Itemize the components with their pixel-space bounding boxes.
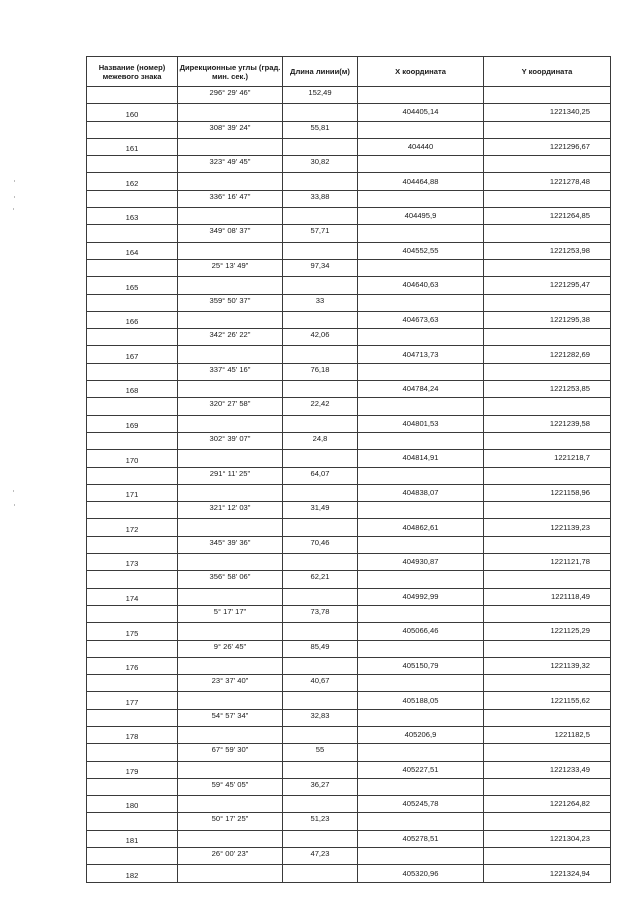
table-row — [87, 259, 611, 276]
point-name-cell — [87, 121, 178, 138]
line-length-cell: 40,67 — [283, 675, 358, 692]
direction-angle-cell — [178, 415, 283, 432]
table-row — [87, 208, 611, 225]
y-coordinate-cell: 1221253,98 — [484, 242, 611, 259]
table-row — [87, 294, 611, 311]
line-length-cell — [283, 588, 358, 605]
direction-angle-cell: 59° 45' 05" — [178, 778, 283, 795]
line-length-cell: 33,88 — [283, 190, 358, 207]
x-coordinate-cell: 405206,9 — [358, 726, 484, 743]
header-line-length: Длина линии(м) — [283, 57, 358, 87]
scan-speck — [13, 208, 14, 210]
direction-angle-cell: 320° 27' 58" — [178, 398, 283, 415]
table-row — [87, 605, 611, 622]
x-coordinate-cell — [358, 398, 484, 415]
point-name-cell — [87, 571, 178, 588]
table-row — [87, 121, 611, 138]
direction-angle-cell — [178, 450, 283, 467]
x-coordinate-cell: 405245,78 — [358, 796, 484, 813]
y-coordinate-cell — [484, 294, 611, 311]
x-coordinate-cell — [358, 813, 484, 830]
table-row — [87, 623, 611, 640]
x-coordinate-cell — [358, 190, 484, 207]
table-row — [87, 398, 611, 415]
y-coordinate-cell: 1221182,5 — [484, 726, 611, 743]
line-length-cell: 55,81 — [283, 121, 358, 138]
table-row — [87, 692, 611, 709]
line-length-cell — [283, 726, 358, 743]
x-coordinate-cell: 404814,91 — [358, 450, 484, 467]
table-row — [87, 87, 611, 104]
scan-speck — [14, 196, 15, 198]
point-name-cell: 182 — [87, 865, 178, 882]
boundary-coordinates-sheet — [86, 56, 610, 883]
direction-angle-cell — [178, 830, 283, 847]
direction-angle-cell — [178, 865, 283, 882]
x-coordinate-cell — [358, 640, 484, 657]
line-length-cell — [283, 865, 358, 882]
table-row — [87, 813, 611, 830]
point-name-cell — [87, 675, 178, 692]
table-row — [87, 329, 611, 346]
table-row — [87, 744, 611, 761]
y-coordinate-cell: 1221218,7 — [484, 450, 611, 467]
x-coordinate-cell — [358, 432, 484, 449]
point-name-cell — [87, 87, 178, 104]
y-coordinate-cell — [484, 121, 611, 138]
table-row — [87, 173, 611, 190]
x-coordinate-cell — [358, 675, 484, 692]
point-name-cell: 166 — [87, 311, 178, 328]
line-length-cell — [283, 138, 358, 155]
table-row — [87, 571, 611, 588]
scan-speck — [14, 504, 15, 506]
table-row — [87, 104, 611, 121]
table-row — [87, 190, 611, 207]
point-name-cell — [87, 329, 178, 346]
y-coordinate-cell: 1221239,58 — [484, 415, 611, 432]
table-row — [87, 554, 611, 571]
direction-angle-cell — [178, 796, 283, 813]
direction-angle-cell — [178, 588, 283, 605]
point-name-cell: 179 — [87, 761, 178, 778]
x-coordinate-cell — [358, 225, 484, 242]
line-length-cell — [283, 311, 358, 328]
table-row — [87, 640, 611, 657]
point-name-cell — [87, 813, 178, 830]
line-length-cell: 47,23 — [283, 848, 358, 865]
x-coordinate-cell: 404838,07 — [358, 484, 484, 501]
line-length-cell — [283, 519, 358, 536]
x-coordinate-cell: 405066,46 — [358, 623, 484, 640]
table-row — [87, 502, 611, 519]
x-coordinate-cell — [358, 605, 484, 622]
y-coordinate-cell: 1221304,23 — [484, 830, 611, 847]
x-coordinate-cell: 404930,87 — [358, 554, 484, 571]
y-coordinate-cell: 1221295,47 — [484, 277, 611, 294]
direction-angle-cell: 323° 49' 45" — [178, 156, 283, 173]
x-coordinate-cell: 404862,61 — [358, 519, 484, 536]
direction-angle-cell: 308° 39' 24" — [178, 121, 283, 138]
table-row — [87, 778, 611, 795]
point-name-cell: 163 — [87, 208, 178, 225]
table-row — [87, 415, 611, 432]
point-name-cell: 167 — [87, 346, 178, 363]
point-name-cell — [87, 640, 178, 657]
y-coordinate-cell: 1221264,85 — [484, 208, 611, 225]
table-row — [87, 848, 611, 865]
line-length-cell: 22,42 — [283, 398, 358, 415]
point-name-cell — [87, 502, 178, 519]
point-name-cell — [87, 848, 178, 865]
line-length-cell — [283, 104, 358, 121]
point-name-cell — [87, 190, 178, 207]
x-coordinate-cell — [358, 709, 484, 726]
direction-angle-cell: 321° 12' 03" — [178, 502, 283, 519]
x-coordinate-cell — [358, 329, 484, 346]
x-coordinate-cell: 404405,14 — [358, 104, 484, 121]
x-coordinate-cell: 405278,51 — [358, 830, 484, 847]
line-length-cell — [283, 554, 358, 571]
x-coordinate-cell — [358, 121, 484, 138]
table-row — [87, 761, 611, 778]
y-coordinate-cell: 1221340,25 — [484, 104, 611, 121]
direction-angle-cell — [178, 484, 283, 501]
coordinates-table — [86, 56, 611, 883]
y-coordinate-cell: 1221125,29 — [484, 623, 611, 640]
direction-angle-cell: 302° 39' 07" — [178, 432, 283, 449]
line-length-cell — [283, 277, 358, 294]
line-length-cell: 57,71 — [283, 225, 358, 242]
table-row — [87, 242, 611, 259]
y-coordinate-cell: 1221139,23 — [484, 519, 611, 536]
line-length-cell — [283, 242, 358, 259]
y-coordinate-cell — [484, 536, 611, 553]
direction-angle-cell: 296° 29' 46" — [178, 87, 283, 104]
point-name-cell: 181 — [87, 830, 178, 847]
direction-angle-cell: 349° 08' 37" — [178, 225, 283, 242]
direction-angle-cell — [178, 311, 283, 328]
x-coordinate-cell: 404640,63 — [358, 277, 484, 294]
line-length-cell — [283, 692, 358, 709]
y-coordinate-cell — [484, 398, 611, 415]
scan-speck — [13, 490, 14, 492]
point-name-cell — [87, 363, 178, 380]
direction-angle-cell — [178, 519, 283, 536]
direction-angle-cell — [178, 138, 283, 155]
direction-angle-cell: 356° 58' 06" — [178, 571, 283, 588]
point-name-cell: 165 — [87, 277, 178, 294]
y-coordinate-cell — [484, 225, 611, 242]
x-coordinate-cell: 405320,96 — [358, 865, 484, 882]
y-coordinate-cell: 1221118,49 — [484, 588, 611, 605]
point-name-cell: 178 — [87, 726, 178, 743]
y-coordinate-cell: 1221282,69 — [484, 346, 611, 363]
table-row — [87, 519, 611, 536]
line-length-cell: 73,78 — [283, 605, 358, 622]
scan-speck — [14, 180, 15, 182]
y-coordinate-cell — [484, 778, 611, 795]
point-name-cell: 175 — [87, 623, 178, 640]
point-name-cell: 176 — [87, 657, 178, 674]
direction-angle-cell: 291° 11' 25" — [178, 467, 283, 484]
direction-angle-cell — [178, 726, 283, 743]
line-length-cell: 76,18 — [283, 363, 358, 380]
x-coordinate-cell: 404440 — [358, 138, 484, 155]
line-length-cell: 97,34 — [283, 259, 358, 276]
header-point-name: Название (номер) межевого знака — [87, 57, 178, 87]
table-row — [87, 346, 611, 363]
line-length-cell: 31,49 — [283, 502, 358, 519]
direction-angle-cell: 337° 45' 16" — [178, 363, 283, 380]
line-length-cell: 36,27 — [283, 778, 358, 795]
point-name-cell: 164 — [87, 242, 178, 259]
table-row — [87, 277, 611, 294]
y-coordinate-cell: 1221253,85 — [484, 381, 611, 398]
line-length-cell: 24,8 — [283, 432, 358, 449]
y-coordinate-cell: 1221155,62 — [484, 692, 611, 709]
point-name-cell — [87, 432, 178, 449]
x-coordinate-cell — [358, 502, 484, 519]
direction-angle-cell — [178, 104, 283, 121]
x-coordinate-cell — [358, 536, 484, 553]
direction-angle-cell: 50° 17' 25" — [178, 813, 283, 830]
direction-angle-cell — [178, 242, 283, 259]
point-name-cell: 177 — [87, 692, 178, 709]
point-name-cell — [87, 778, 178, 795]
x-coordinate-cell — [358, 744, 484, 761]
direction-angle-cell: 67° 59' 30" — [178, 744, 283, 761]
x-coordinate-cell: 404495,9 — [358, 208, 484, 225]
table-row — [87, 156, 611, 173]
line-length-cell — [283, 450, 358, 467]
table-row — [87, 588, 611, 605]
line-length-cell — [283, 484, 358, 501]
direction-angle-cell — [178, 623, 283, 640]
point-name-cell — [87, 536, 178, 553]
x-coordinate-cell — [358, 363, 484, 380]
x-coordinate-cell: 405227,51 — [358, 761, 484, 778]
table-row — [87, 726, 611, 743]
x-coordinate-cell — [358, 294, 484, 311]
direction-angle-cell: 26° 00' 23" — [178, 848, 283, 865]
y-coordinate-cell: 1221296,67 — [484, 138, 611, 155]
x-coordinate-cell: 404784,24 — [358, 381, 484, 398]
y-coordinate-cell — [484, 744, 611, 761]
line-length-cell: 30,82 — [283, 156, 358, 173]
x-coordinate-cell: 405188,05 — [358, 692, 484, 709]
y-coordinate-cell: 1221121,78 — [484, 554, 611, 571]
table-row — [87, 467, 611, 484]
table-row — [87, 865, 611, 882]
line-length-cell: 70,46 — [283, 536, 358, 553]
line-length-cell: 85,49 — [283, 640, 358, 657]
direction-angle-cell — [178, 657, 283, 674]
line-length-cell — [283, 657, 358, 674]
direction-angle-cell: 9° 26' 45" — [178, 640, 283, 657]
table-header-row — [87, 57, 611, 87]
point-name-cell — [87, 467, 178, 484]
point-name-cell: 162 — [87, 173, 178, 190]
x-coordinate-cell: 405150,79 — [358, 657, 484, 674]
direction-angle-cell: 25° 13' 49" — [178, 259, 283, 276]
y-coordinate-cell: 1221324,94 — [484, 865, 611, 882]
table-row — [87, 363, 611, 380]
point-name-cell: 160 — [87, 104, 178, 121]
line-length-cell — [283, 415, 358, 432]
x-coordinate-cell — [358, 156, 484, 173]
y-coordinate-cell — [484, 640, 611, 657]
x-coordinate-cell — [358, 571, 484, 588]
point-name-cell — [87, 744, 178, 761]
line-length-cell: 55 — [283, 744, 358, 761]
point-name-cell: 161 — [87, 138, 178, 155]
x-coordinate-cell: 404464,88 — [358, 173, 484, 190]
direction-angle-cell: 342° 26' 22" — [178, 329, 283, 346]
direction-angle-cell — [178, 692, 283, 709]
line-length-cell — [283, 830, 358, 847]
direction-angle-cell: 23° 37' 40" — [178, 675, 283, 692]
table-row — [87, 657, 611, 674]
point-name-cell: 174 — [87, 588, 178, 605]
line-length-cell: 42,06 — [283, 329, 358, 346]
table-row — [87, 484, 611, 501]
y-coordinate-cell — [484, 190, 611, 207]
table-row — [87, 796, 611, 813]
direction-angle-cell: 5° 17' 17" — [178, 605, 283, 622]
direction-angle-cell — [178, 346, 283, 363]
y-coordinate-cell — [484, 467, 611, 484]
line-length-cell — [283, 761, 358, 778]
line-length-cell — [283, 796, 358, 813]
point-name-cell — [87, 709, 178, 726]
table-row — [87, 311, 611, 328]
y-coordinate-cell — [484, 502, 611, 519]
table-row — [87, 225, 611, 242]
direction-angle-cell: 359° 50' 37" — [178, 294, 283, 311]
point-name-cell — [87, 259, 178, 276]
line-length-cell — [283, 623, 358, 640]
direction-angle-cell: 345° 39' 36" — [178, 536, 283, 553]
y-coordinate-cell — [484, 363, 611, 380]
y-coordinate-cell — [484, 259, 611, 276]
table-row — [87, 138, 611, 155]
table-row — [87, 381, 611, 398]
y-coordinate-cell — [484, 709, 611, 726]
table-row — [87, 709, 611, 726]
y-coordinate-cell — [484, 813, 611, 830]
y-coordinate-cell — [484, 432, 611, 449]
direction-angle-cell — [178, 761, 283, 778]
x-coordinate-cell: 404552,55 — [358, 242, 484, 259]
table-row — [87, 536, 611, 553]
header-y-coordinate: Y координата — [484, 57, 611, 87]
point-name-cell — [87, 398, 178, 415]
x-coordinate-cell — [358, 259, 484, 276]
header-direction-angle: Дирекционные углы (град. мин. сек.) — [178, 57, 283, 87]
direction-angle-cell — [178, 208, 283, 225]
x-coordinate-cell: 404713,73 — [358, 346, 484, 363]
point-name-cell — [87, 225, 178, 242]
point-name-cell: 172 — [87, 519, 178, 536]
line-length-cell — [283, 346, 358, 363]
y-coordinate-cell: 1221139,32 — [484, 657, 611, 674]
direction-angle-cell — [178, 173, 283, 190]
y-coordinate-cell — [484, 329, 611, 346]
point-name-cell: 168 — [87, 381, 178, 398]
table-row — [87, 432, 611, 449]
y-coordinate-cell — [484, 87, 611, 104]
y-coordinate-cell — [484, 571, 611, 588]
point-name-cell: 169 — [87, 415, 178, 432]
header-x-coordinate: X координата — [358, 57, 484, 87]
line-length-cell — [283, 208, 358, 225]
direction-angle-cell — [178, 381, 283, 398]
y-coordinate-cell — [484, 156, 611, 173]
direction-angle-cell — [178, 554, 283, 571]
point-name-cell — [87, 156, 178, 173]
line-length-cell: 62,21 — [283, 571, 358, 588]
point-name-cell — [87, 605, 178, 622]
y-coordinate-cell: 1221233,49 — [484, 761, 611, 778]
y-coordinate-cell: 1221264,82 — [484, 796, 611, 813]
line-length-cell: 64,07 — [283, 467, 358, 484]
point-name-cell: 171 — [87, 484, 178, 501]
y-coordinate-cell: 1221278,48 — [484, 173, 611, 190]
x-coordinate-cell — [358, 467, 484, 484]
table-row — [87, 830, 611, 847]
x-coordinate-cell: 404801,53 — [358, 415, 484, 432]
x-coordinate-cell — [358, 778, 484, 795]
point-name-cell — [87, 294, 178, 311]
x-coordinate-cell — [358, 87, 484, 104]
x-coordinate-cell — [358, 848, 484, 865]
y-coordinate-cell — [484, 675, 611, 692]
point-name-cell: 170 — [87, 450, 178, 467]
table-body — [87, 87, 611, 883]
line-length-cell: 51,23 — [283, 813, 358, 830]
table-row — [87, 675, 611, 692]
line-length-cell: 152,49 — [283, 87, 358, 104]
line-length-cell — [283, 381, 358, 398]
y-coordinate-cell: 1221158,96 — [484, 484, 611, 501]
point-name-cell: 173 — [87, 554, 178, 571]
y-coordinate-cell: 1221295,38 — [484, 311, 611, 328]
y-coordinate-cell — [484, 848, 611, 865]
direction-angle-cell: 54° 57' 34" — [178, 709, 283, 726]
line-length-cell: 33 — [283, 294, 358, 311]
line-length-cell: 32,83 — [283, 709, 358, 726]
x-coordinate-cell: 404673,63 — [358, 311, 484, 328]
point-name-cell: 180 — [87, 796, 178, 813]
direction-angle-cell — [178, 277, 283, 294]
direction-angle-cell: 336° 16' 47" — [178, 190, 283, 207]
x-coordinate-cell: 404992,99 — [358, 588, 484, 605]
y-coordinate-cell — [484, 605, 611, 622]
line-length-cell — [283, 173, 358, 190]
table-row — [87, 450, 611, 467]
